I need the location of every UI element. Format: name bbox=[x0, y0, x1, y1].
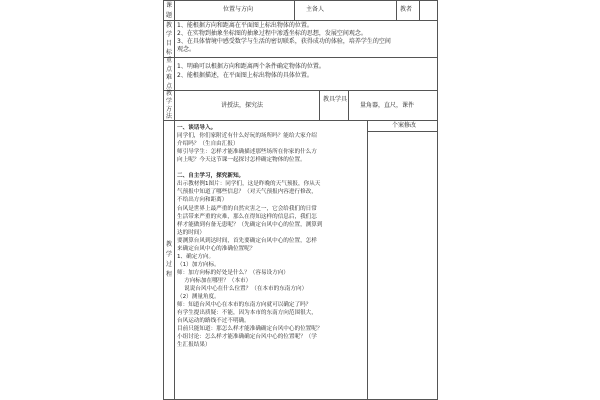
key-point-line: 2、能根据描述，在平面图上标出物体的具体位置。 bbox=[177, 72, 313, 79]
key-point-line: 1、明确可以根据方向和距离两个条件确定物体的位置。 bbox=[177, 63, 325, 70]
teacher-label: 教者 bbox=[400, 6, 413, 13]
process-line: 要测算台风到达时间，首先要确定台风中心的位置，怎样 bbox=[177, 237, 317, 244]
process-line: 气预报中知道了哪些信息？（对天气预报内容进行修改， bbox=[177, 189, 317, 196]
process-line: （1）加方向标。 bbox=[177, 261, 220, 268]
process-line: 介绍吗？（生自由汇报） bbox=[177, 141, 239, 148]
process-line: 目前只能知道：那怎么样才能准确确定台风中心的位置呢？ bbox=[177, 326, 323, 333]
revision-header: 个案修改 bbox=[392, 122, 417, 129]
tools-label: 教具学具 bbox=[323, 96, 348, 103]
tools-text: 量角器，直尺，课件 bbox=[360, 102, 415, 109]
process-line: 样才能做到有备无患呢？（先确定台风中心的位置，测算到 bbox=[177, 221, 323, 228]
process-line: 向上呢？今天这节课一起探讨怎样确定物体的位置。 bbox=[177, 157, 306, 164]
objectives-label: 教学目标 bbox=[165, 22, 172, 56]
objective-line: 1、能根据方向和距离在平面图上标出物体的位置。 bbox=[177, 22, 313, 29]
process-line: 有学生提出质疑：不能，因为本市的东南方向范围很大， bbox=[177, 310, 317, 317]
topic-label: 课题 bbox=[165, 2, 172, 19]
process-line: 师：知道台风中心在本市的东南方向就可以确定了吗？ bbox=[177, 302, 312, 309]
lesson-plan-table bbox=[163, 0, 438, 400]
process-line: 达的时间） bbox=[177, 229, 205, 236]
process-line: 一、谈话导入。 bbox=[177, 125, 217, 131]
process-line: 台风运动的路线不过不明确。 bbox=[177, 318, 250, 325]
process-line: 同学们，你们家附近有什么好玩的场所吗？能给大家介绍 bbox=[177, 133, 317, 140]
process-line: （2）测量角度。 bbox=[177, 294, 220, 301]
process-line: 1、确定方向。 bbox=[177, 253, 215, 260]
objective-line: 观念。 bbox=[177, 46, 196, 53]
key-label: 重点难点 bbox=[165, 57, 172, 90]
process-line: 生活带来严重的灾难，那么在得知这样的信息后，我们怎 bbox=[177, 213, 317, 220]
process-line: 生汇报结果） bbox=[177, 342, 211, 349]
process-line: 师引导学生：怎样才能准确描述那些场所在你家的什么方 bbox=[177, 149, 317, 156]
process-line: 小组讨论：怎么样才能准确确定台风中心的位置呢？（学 bbox=[177, 334, 317, 341]
objective-line: 2、在实物到抽象坐标图的抽象过程中渗透坐标的思想，发展空间观念。 bbox=[177, 30, 367, 37]
method-text: 讲授法，探究法 bbox=[221, 102, 264, 109]
topic-text: 位置与方向 bbox=[223, 6, 254, 13]
teacher-value-cell bbox=[419, 0, 438, 21]
process-line: 说说台风中心在什么位置？（在本市的东南方向） bbox=[177, 286, 308, 292]
process-line: 二、自主学习，探究新知。 bbox=[177, 173, 245, 180]
process-line: 师：加方向标的好处是什么？（容易设方向） bbox=[177, 269, 289, 276]
process-line: 出示教材例1图片：同学们，这是昨晚的天气预报，你从天 bbox=[177, 181, 321, 188]
process-line: 台风是世界上最严重的自然灾害之一，它会给我们的日常 bbox=[177, 205, 317, 212]
preparer-label: 主备人 bbox=[306, 6, 325, 13]
revision-body-cell bbox=[367, 131, 438, 400]
process-line: 方向标加在哪里？（本市） bbox=[177, 277, 252, 284]
method-label: 教学方法 bbox=[165, 90, 172, 121]
process-line: 来确定台风中心的准确位置呢？ bbox=[177, 245, 256, 252]
objective-line: 3、在具体情境中感受数学与生活的密切联系，获得成功的体验，培养学生的空间 bbox=[177, 38, 391, 45]
process-line: 不给出方向和距离） bbox=[177, 197, 228, 204]
process-label: 教学过程 bbox=[165, 241, 172, 278]
